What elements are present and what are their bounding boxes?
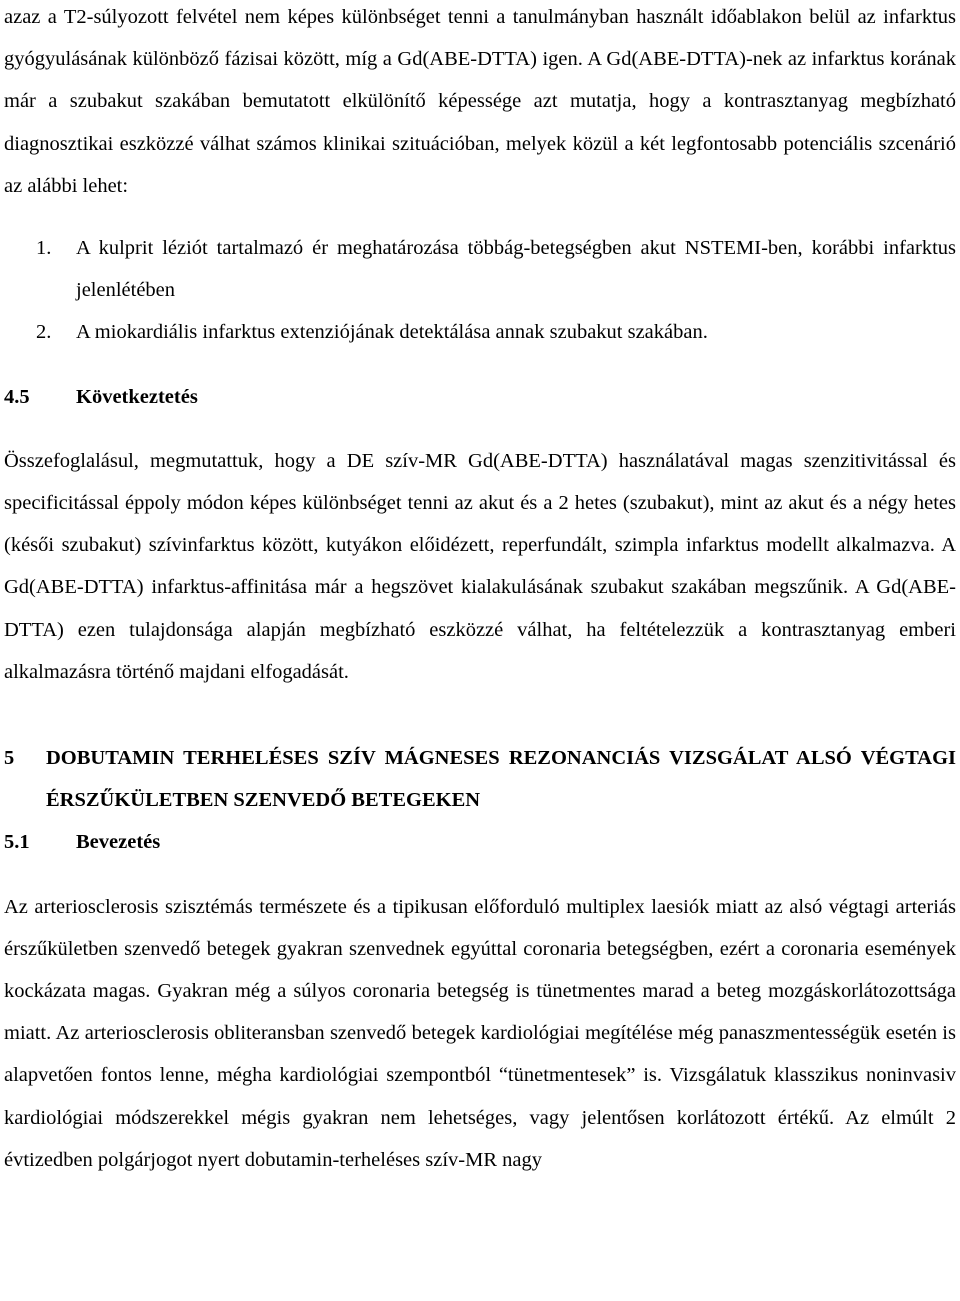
- chapter-title: DOBUTAMIN TERHELÉSES SZÍV MÁGNESES REZONANCIÁS VIZSGÁLAT ALSÓ VÉGTAGI ÉRSZŰKÜLETBEN SZENVEDŐ BETEGEKEN: [46, 747, 956, 812]
- list-item: [4, 227, 956, 311]
- spacer: [4, 693, 956, 737]
- list-item-text: A kulprit léziót tartalmazó ér meghatározása többág-betegségben akut NSTEMI-ben, korábbi infarktus jelenlétében: [76, 237, 956, 302]
- document-page: [4, 0, 956, 1181]
- scenario-list: [4, 227, 956, 354]
- spacer: [4, 864, 956, 886]
- section-heading-4-5: [4, 376, 956, 418]
- spacer: [4, 418, 956, 440]
- section-title: Bevezetés: [76, 831, 161, 854]
- chapter-heading-5: [4, 737, 956, 821]
- section-title: Következtetés: [76, 385, 198, 408]
- list-item-number: 1.: [36, 237, 52, 260]
- section-heading-5-1: [4, 821, 956, 863]
- conclusion-paragraph: Összefoglalásul, megmutattuk, hogy a DE szív-MR Gd(ABE-DTTA) használatával magas szenzitivitással és specificitással éppoly módon képes különbséget tenni az akut és a 2 hetes (szubakut), mint az akut és a négy hetes (késői szubakut) szívinfarktus között, kutyákon előidézett, reperfundált, szimpla infarktus modellt alkalmazva. A Gd(ABE-DTTA) infarktus-affinitása már a hegszövet kialakulásának szubakut szakában megszűnik. A Gd(ABE-DTTA) ezen tulajdonsága alapján megbízható eszközzé válhat, ha feltételezzük a kontrasztanyag emberi alkalmazásra történő majdani elfogadását.: [4, 449, 956, 683]
- list-item: [4, 311, 956, 353]
- list-item-number: 2.: [36, 321, 52, 344]
- introduction-paragraph: Az arteriosclerosis szisztémás természete és a tipikusan előforduló multiplex laesiók miatt az alsó végtagi arteriás érszűkületben szenvedő betegek gyakran szenvednek egyúttal coronaria betegségben, ezért a coronaria események kockázata magas. Gyakran még a súlyos coronaria betegség is tünetmentes marad a beteg mozgáskorlátozottsága miatt. Az arteriosclerosis obliteransban szenvedő betegek kardiológiai megítélése még panaszmentességük esetén is alapvetően fontos lenne, mégha kardiológiai szempontból “tünetmentesek” is. Vizsgálatuk klasszikus noninvasiv kardiológiai módszerekkel mégis gyakran nem lehetséges, vagy jelentősen korlátozott értékű. Az elmúlt 2 évtizedben polgárjogot nyert dobutamin-terheléses szív-MR nagy: [4, 895, 956, 1171]
- intro-paragraph: azaz a T2-súlyozott felvétel nem képes különbséget tenni a tanulmányban használt időablakon belül az infarktus gyógyulásának különböző fázisai között, míg a Gd(ABE-DTTA) igen. A Gd(ABE-DTTA)-nek az infarktus korának már a szubakut szakában bemutatott elkülönítő képessége azt mutatja, hogy a kontrasztanyag megbízható diagnosztikai eszközzé válhat számos klinikai szituációban, melyek közül a két legfontosabb potenciális szcenárió az alábbi lehet:: [4, 6, 956, 197]
- list-item-text: A miokardiális infarktus extenziójának detektálása annak szubakut szakában.: [76, 321, 708, 344]
- spacer: [4, 354, 956, 376]
- spacer: [4, 207, 956, 227]
- section-number: 4.5: [4, 385, 30, 408]
- chapter-number: 5: [4, 747, 15, 770]
- section-number: 5.1: [4, 831, 30, 854]
